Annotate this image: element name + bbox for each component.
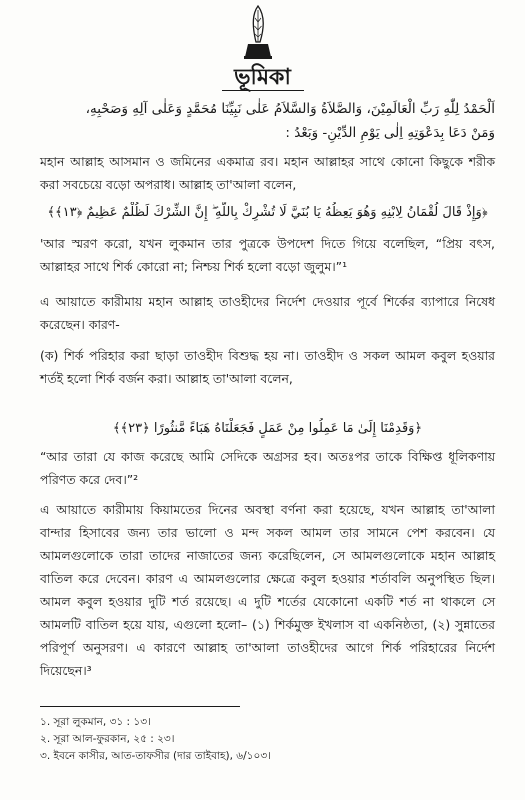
paragraph-2-translation: 'আর স্মরণ করো, যখন লুকমান তার পুত্রকে উপদেশ দিতে গিয়ে বলেছিল, “প্রিয় বৎস, আল্লাহর সাথে শির্ক কোরো না; নিশ্চয় শির্ক হলো বড়ো জুলুম।”¹ [40,236,495,274]
quill-inkpot-ornament [238,4,278,60]
footnote-divider [40,706,240,707]
quran-verse-furqan: ﴿وَقَدِمْنَا إِلَىٰ مَا عَمِلُوا مِنْ عَمَلٍ فَجَعَلْنَاهُ هَبَاءً مَّنثُورًا ﴿٢٣﴾﴾ [112,421,423,436]
paragraph-4: (ক) শির্ক পরিহার করা ছাড়া তাওহীদ বিশুদ্ধ হয় না। তাওহীদ ও সকল আমল কবুল হওয়ার শর্তই হলো শির্ক বর্জন করা। আল্লাহ তা'আলা বলেন, [40,348,495,386]
paragraph-5-translation: “আর তারা যে কাজ করেছে আমি সেদিকে অগ্রসর হব। অতঃপর তাকে বিক্ষিপ্ত ধূলিকণায় পরিণত করে দেব।”² [40,449,495,487]
arabic-opening-line-2: وَمَنْ دَعَا بِدَعْوَتِهِ اِلٰى يَوْمِ الدِّيْنِ- وَبَعْدُ : [285,125,495,141]
title-underline [222,90,304,91]
footnote-2: ২. সূরা আল-ফুরকান, ২৫ : ২৩। [40,733,175,745]
footnotes [40,714,480,765]
paragraph-1: মহান আল্লাহ আসমান ও জমিনের একমাত্র রব। মহান আল্লাহর সাথে কোনো কিছুকে শরীক করা সবচেয়ে বড়ো অপরাধ। আল্লাহ তা'আলা বলেন, [40,154,495,192]
page-title: ভূমিকা [234,64,291,90]
paragraph-3: এ আয়াতে কারীমায় মহান আল্লাহ তাওহীদের নির্দেশ দেওয়ার পূর্বে শির্কের ব্যাপারে নিষেধ করেছেন। কারণ- [40,294,495,332]
footnote-1: ১. সূরা লুকমান, ৩১ : ১৩। [40,716,151,728]
arabic-opening-line-1: اَلْحَمْدُ لِلّٰهِ رَبِّ الْعَالَمِيْنَ، وَالصَّلاَةُ وَالسَّلاَمُ عَلٰى نَبِيِّنَا مُحَمَّدٍ وَعَلٰى آلِهِ وَصَحْبِهِ، [85,101,495,117]
quran-verse-luqman: ﴿وَإِذْ قَالَ لُقْمَانُ لِابْنِهِ وَهُوَ يَعِظُهُ يَا بُنَيَّ لَا تُشْرِكْ بِاللَّهِ ۖ إِنَّ الشِّرْكَ لَظُلْمٌ عَظِيمٌ ﴿١٣﴾﴾ [47,205,488,220]
paragraph-6: এ আয়াতে কারীমায় কিয়ামতের দিনের অবস্থা বর্ণনা করা হয়েছে, যখন আল্লাহ তা'আলা বান্দার হিসাবের জন্য তার ভালো ও মন্দ সকল আমল তার সামনে পেশ করবেন। যে আমলগুলোকে তারা তাদের নাজাতের জন্য করেছিলেন, সে আমলগুলোকে মহান আল্লাহ বাতিল করে দেবেন। কারণ এ আমলগুলোর ক্ষেত্রে কবুল হওয়ার শর্তাবলি অনুপস্থিত ছিল। আমল কবুল হওয়ার দুটি শর্ত রয়েছে। এ দুটি শর্তের যেকোনো একটি শর্ত না থাকলে সে আমলটি বাতিল হয়ে যায়, এগুলো হলো– (১) শির্কমুক্ত ইখলাস বা একনিষ্ঠতা, (২) সুন্নাতের পরিপূর্ণ অনুসরণ। এ কারণে আল্লাহ তা'আলা তাওহীদের আগে শির্ক পরিহারের নির্দেশ দিয়েছেন।³ [40,502,495,678]
footnote-3: ৩. ইবনে কাসীর, আত-তাফসীর (দার তাইবাহ), ৬/১০৩। [40,750,271,762]
